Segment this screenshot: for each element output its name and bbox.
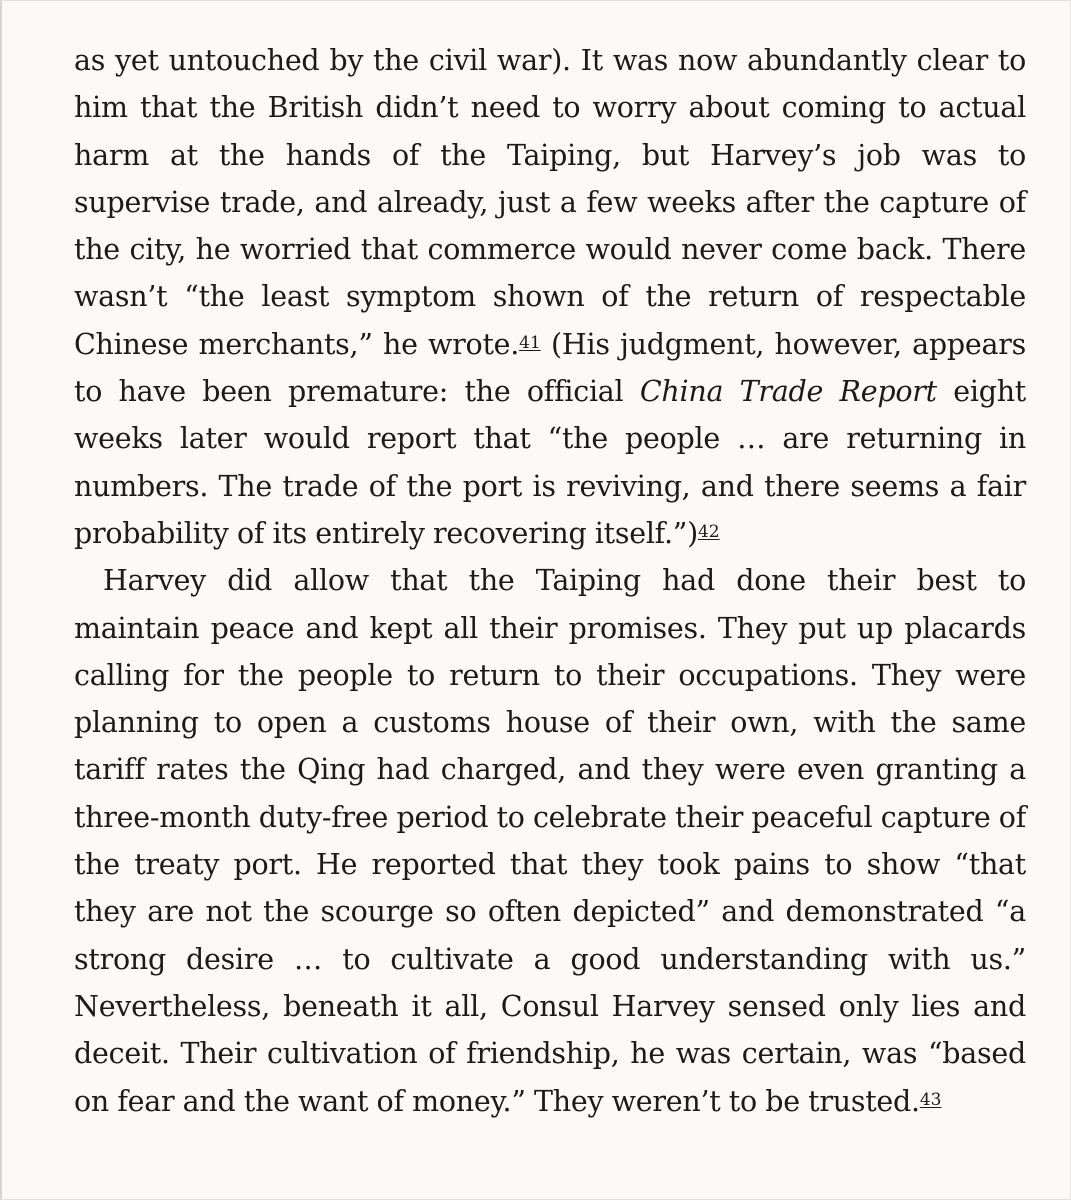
- paragraph-2: [74, 557, 1026, 1125]
- footnote-ref-41[interactable]: 41: [519, 332, 541, 353]
- paragraph-1-text-a: as yet untouched by the civil war). It was now abundantly clear to him that the British didn’t need to worry about coming to actual harm at the hands of the Taiping, but Harvey’s job was to supervise trade, and already, just a few weeks after the capture of the city, he worried that commerce would never come back. There wasn’t “the least symptom shown of the return of respectable Chinese merchants,” he wrote.: [74, 44, 1026, 361]
- footnote-ref-42[interactable]: 42: [697, 522, 720, 543]
- paragraph-1: [74, 37, 1026, 557]
- paragraph-1-text-b: (His judgment, however, appears to have been premature: the official: [74, 327, 1026, 409]
- paragraph-2-text: Harvey did allow that the Taiping had done their best to maintain peace and kept all their promises. They put up placards calling for the people to return to their occupations. They were planning to open a customs house of their own, with the same tariff rates the Qing had charged, and they were even granting a three-month duty-free period to celebrate their peaceful capture of the treaty port. He reported that they took pains to show “that they are not the scourge so often depicted” and demonstrated “a strong desire … to cultivate a good understanding with us.” Nevertheless, beneath it all, Consul Harvey sensed only lies and deceit. Their cultivation of friendship, he was certain, was “based on fear and the want of money.” They weren’t to be trusted.: [74, 564, 1026, 1118]
- publication-title: China Trade Report: [639, 375, 937, 409]
- paragraph-1-text-c: eight weeks later would report that “the people … are returning in numbers. The trade of the port is reviving, and there seems a fair probability of its entirely recovering itself.”): [74, 375, 1027, 550]
- page-text: [74, 37, 1026, 1125]
- footnote-ref-43[interactable]: 43: [919, 1089, 942, 1110]
